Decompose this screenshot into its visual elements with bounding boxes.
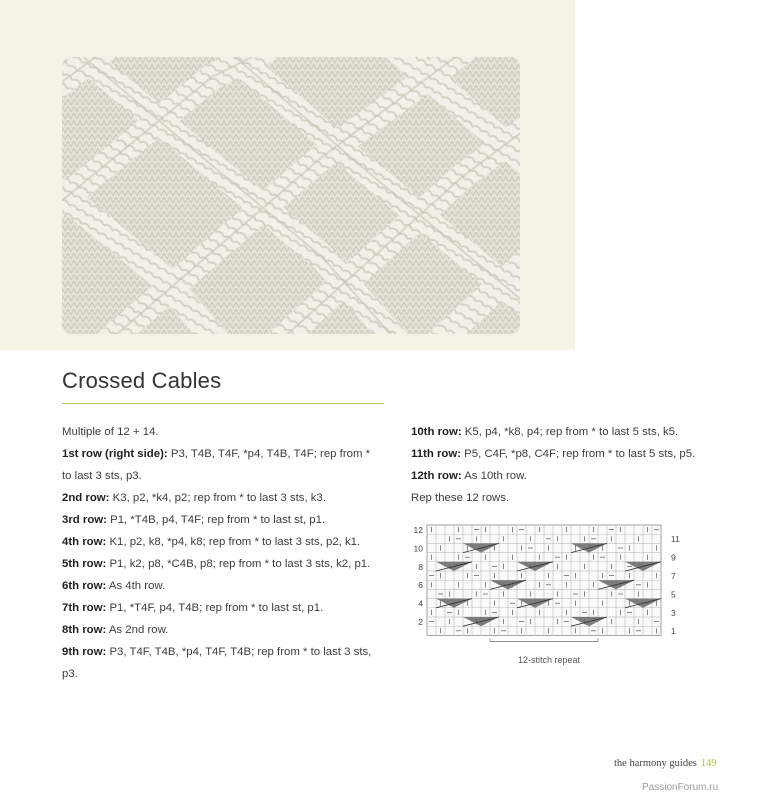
watermark: PassionForum.ru	[642, 782, 719, 793]
row-label: 3rd row:	[62, 514, 107, 526]
row-label: 8th row:	[62, 624, 107, 636]
chart-row-label-right: 9	[671, 552, 676, 563]
row-label: 1st row (right side):	[62, 448, 168, 460]
stitch-chart	[405, 520, 685, 670]
row-text: As 2nd row.	[106, 624, 169, 636]
row-text: P5, C4F, *p8, C4F; rep from * to last 5 sts, p5.	[461, 448, 696, 460]
row-text: As 4th row.	[106, 580, 166, 592]
row-text: P1, *T4F, p4, T4B; rep from * to last st, p1.	[106, 602, 324, 614]
footer-book-title: the harmony guides	[614, 758, 697, 769]
chart-row-label-left: 12	[413, 525, 423, 535]
row-instruction	[411, 421, 711, 443]
chart-row-label-left: 6	[418, 580, 423, 591]
row-instruction	[411, 465, 711, 487]
chart-row-label-left: 8	[418, 561, 423, 572]
chart-row-label-right: 11	[671, 534, 680, 545]
pattern-title: Crossed Cables	[62, 368, 222, 393]
row-text: P1, k2, p8, *C4B, p8; rep from * to last 3 sts, k2, p1.	[106, 558, 371, 570]
chart-row-label-right: 7	[671, 571, 676, 581]
row-label: 11th row:	[411, 448, 462, 460]
knitted-swatch-photo	[62, 57, 520, 334]
row-text: P1, *T4B, p4, T4F; rep from * to last st, p1.	[106, 514, 326, 526]
row-instruction	[62, 509, 380, 531]
row-text: P3, T4F, T4B, *p4, T4F, T4B; rep from * to last 3 sts, p3.	[62, 646, 372, 680]
row-instruction	[62, 443, 380, 487]
row-text: K5, p4, *k8, p4; rep from * to last 5 sts, k5.	[461, 426, 679, 438]
row-label: 5th row:	[62, 558, 107, 570]
multiple-note: Multiple of 12 + 14.	[62, 426, 159, 438]
row-instruction	[62, 597, 380, 619]
row-instruction	[62, 619, 380, 641]
row-instruction	[62, 641, 380, 685]
photo-background	[0, 0, 575, 350]
chart-row-label-left: 2	[418, 617, 423, 627]
chart-caption: 12-stitch repeat	[517, 655, 581, 665]
row-label: 4th row:	[62, 536, 107, 548]
chart-row-label-right: 3	[671, 607, 676, 618]
instructions-left-column	[62, 421, 380, 685]
page-number: 149	[700, 758, 717, 769]
row-instruction	[62, 487, 380, 509]
row-label: 9th row:	[62, 646, 107, 658]
repeat-note: Rep these 12 rows.	[411, 492, 510, 504]
chart-row-label-right: 5	[671, 589, 676, 600]
chart-row-label-right: 1	[671, 626, 676, 637]
title-divider	[62, 403, 384, 404]
chart-row-label-left: 10	[413, 543, 423, 554]
row-text: P3, T4B, T4F, *p4, T4B, T4F; rep from * to last 3 sts, p3.	[62, 448, 371, 482]
row-text: K3, p2, *k4, p2; rep from * to last 3 sts, k3.	[109, 492, 326, 504]
page-footer	[614, 758, 717, 769]
row-label: 12th row:	[411, 470, 462, 482]
row-text: K1, p2, k8, *p4, k8; rep from * to last 3 sts, p2, k1.	[106, 536, 361, 548]
chart-row-label-left: 4	[418, 598, 423, 609]
row-instruction	[411, 443, 711, 465]
row-label: 10th row:	[411, 426, 462, 438]
row-text: As 10th row.	[461, 470, 527, 482]
repeat-bracket	[490, 638, 598, 641]
row-instruction	[62, 553, 380, 575]
row-label: 2nd row:	[62, 492, 110, 504]
instructions-right-column	[411, 421, 711, 509]
row-instruction	[62, 575, 380, 597]
row-instruction	[62, 531, 380, 553]
row-label: 6th row:	[62, 580, 107, 592]
row-label: 7th row:	[62, 602, 107, 614]
